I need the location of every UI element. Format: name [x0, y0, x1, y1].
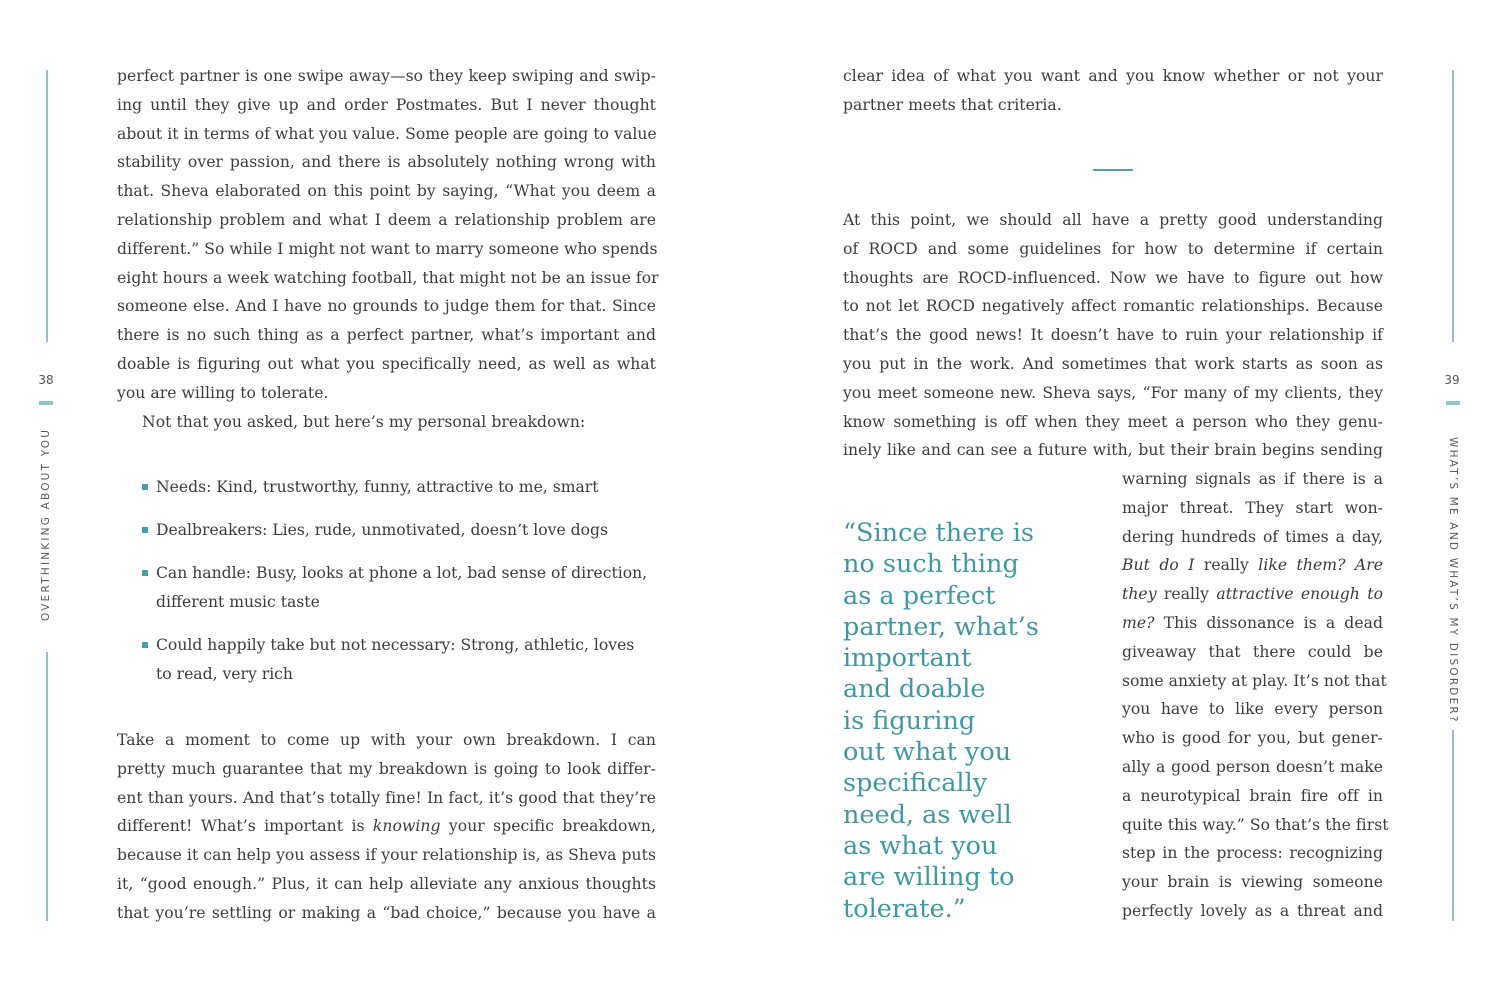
text-line: pretty much guarantee that my breakdown is going to look differ- — [117, 759, 656, 778]
text-line: dering hundreds of times a day, — [1122, 527, 1383, 546]
text-line: At this point, we should all have a pretty good understanding — [843, 211, 1383, 229]
right-paragraph-2 — [843, 206, 1383, 465]
right-margin-rule-top — [1452, 70, 1454, 342]
text-line: Take a moment to come up with your own breakdown. I can — [117, 731, 656, 749]
text-line: ent than yours. And that’s totally fine! In fact, it’s good that they’re — [117, 788, 656, 807]
text-line: Needs: Kind, trustworthy, funny, attractive to me, smart — [156, 478, 599, 496]
text-line: inely like and can see a future with, but their brain begins sending — [843, 441, 1383, 460]
text-line: quite this way.” So that’s the first — [1122, 815, 1389, 834]
text-line: different.” So while I might not want to marry someone who spends — [117, 239, 658, 258]
pull-quote-line: are willing to — [843, 862, 1015, 893]
text-line: some anxiety at play. It’s not that — [1122, 671, 1387, 690]
text-line: clear idea of what you want and you know whether or not your — [843, 67, 1383, 85]
text-line: who is good for you, but gener- — [1122, 729, 1383, 748]
text-line: you put in the work. And sometimes that work starts as soon as — [843, 354, 1383, 373]
text-line: Dealbreakers: Lies, rude, unmotivated, doesn’t love dogs — [156, 521, 608, 540]
text-line: giveaway that there could be — [1122, 642, 1383, 661]
breakdown-list — [142, 473, 662, 703]
pull-quote-line: out what you — [843, 737, 1012, 768]
right-page-marker — [1446, 401, 1460, 405]
left-paragraph-1 — [117, 62, 659, 436]
left-paragraph-2: Not that you asked, but here’s my personal breakdown: — [142, 412, 586, 431]
pull-quote — [843, 518, 1083, 925]
text-line: because it can help you assess if your relationship is, as Sheva puts — [117, 846, 656, 865]
list-item-needs — [142, 473, 662, 502]
right-paragraph-1 — [843, 62, 1383, 120]
left-page-number: 38 — [38, 373, 54, 387]
text-line: me? This dissonance is a dead — [1122, 613, 1383, 632]
list-item-dealbreakers — [142, 516, 662, 545]
text-line: step in the process: recognizing — [1122, 844, 1383, 863]
pull-quote-line: as what you — [843, 830, 998, 861]
pull-quote-line: and doable — [843, 674, 986, 705]
text-line: perfect partner is one swipe away—so they keep swiping and swip- — [117, 67, 656, 85]
text-line: that you’re settling or making a “bad choice,” because you have a — [117, 903, 656, 922]
text-line: you have to like every person — [1122, 700, 1383, 719]
text-line: to read, very rich — [156, 665, 293, 684]
text-line: relationship problem and what I deem a relationship problem are — [117, 210, 656, 229]
text-line: that’s the good news! It doesn’t have to ruin your relationship if — [843, 326, 1383, 345]
left-margin-rule-top — [46, 70, 48, 342]
text-line: you meet someone new. Sheva says, “For many of my clients, they — [843, 383, 1383, 402]
text-line: different music taste — [156, 593, 320, 612]
text-line: your brain is viewing someone — [1122, 873, 1383, 892]
pull-quote-line: need, as well — [843, 799, 1012, 830]
square-bullet-icon — [142, 484, 148, 490]
text-line: to not let ROCD negatively affect romantic relationships. Because — [843, 297, 1383, 316]
list-item-can-handle — [142, 559, 662, 617]
text-line: major threat. They start won- — [1122, 498, 1383, 517]
text-line: they really attractive enough to — [1122, 585, 1384, 604]
right-page-number: 39 — [1444, 373, 1460, 387]
text-line: ally a good person doesn’t make — [1122, 757, 1383, 776]
text-line: there is no such thing as a perfect partner, what’s important and — [117, 326, 656, 345]
section-divider — [1093, 169, 1133, 171]
text-line: partner meets that criteria. — [843, 95, 1062, 114]
right-running-head: WHAT’S ME AND WHAT’S MY DISORDER? — [1447, 437, 1459, 724]
text-run: different! What’s important is — [117, 817, 373, 836]
right-narrow-column — [1122, 465, 1389, 926]
text-line: perfectly lovely as a threat and — [1122, 901, 1383, 920]
left-running-head: OVERTHINKING ABOUT YOU — [40, 427, 52, 621]
pull-quote-line: specifically — [843, 768, 988, 799]
text-line: But do I really like them? Are — [1122, 556, 1383, 575]
pull-quote-line: important — [843, 643, 972, 674]
list-item-could-happily-take — [142, 631, 662, 689]
square-bullet-icon — [142, 527, 148, 533]
pull-quote-line: “Since there is — [843, 518, 1034, 548]
text-line: it, “good enough.” Plus, it can help alleviate any anxious thoughts — [117, 874, 656, 893]
text-line: you are willing to tolerate. — [117, 383, 329, 402]
text-line: that. Sheva elaborated on this point by saying, “What you deem a — [117, 182, 656, 201]
pull-quote-line: is figuring — [843, 705, 976, 736]
text-line: of ROCD and some guidelines for how to determine if certain — [843, 239, 1383, 258]
square-bullet-icon — [142, 570, 148, 576]
text-line: thoughts are ROCD-influenced. Now we have to figure out how — [843, 268, 1383, 287]
text-line: know something is off when they meet a person who they genu- — [843, 412, 1383, 431]
text-line: Could happily take but not necessary: Strong, athletic, loves — [156, 636, 635, 655]
text-line: about it in terms of what you value. Some people are going to value — [117, 124, 657, 143]
left-margin-rule-bottom — [46, 652, 48, 921]
left-paragraph-3 — [117, 726, 656, 928]
text-line: eight hours a week watching football, that might not be an issue for — [117, 268, 659, 287]
emphasis-knowing: knowing — [372, 817, 441, 836]
left-page-marker — [39, 401, 53, 405]
text-line: Can handle: Busy, looks at phone a lot, bad sense of direction, — [156, 564, 648, 583]
text-line — [117, 812, 656, 841]
pull-quote-line: partner, what’s — [843, 611, 1039, 642]
pull-quote-line: as a perfect — [843, 580, 996, 611]
square-bullet-icon — [142, 642, 148, 648]
text-line: warning signals as if there is a — [1122, 470, 1383, 488]
text-line: a neurotypical brain fire off in — [1122, 786, 1383, 805]
pull-quote-line: no such thing — [843, 549, 1019, 580]
text-line: someone else. And I have no grounds to judge them for that. Since — [117, 297, 656, 316]
text-line: doable is figuring out what you specifically need, as well as what — [117, 354, 656, 373]
right-margin-rule-bottom — [1452, 730, 1454, 921]
pull-quote-line: tolerate.” — [843, 893, 966, 924]
text-run: your specific breakdown, — [440, 817, 656, 836]
text-line: stability over passion, and there is absolutely nothing wrong with — [117, 153, 656, 172]
text-line: ing until they give up and order Postmates. But I never thought — [117, 95, 656, 114]
